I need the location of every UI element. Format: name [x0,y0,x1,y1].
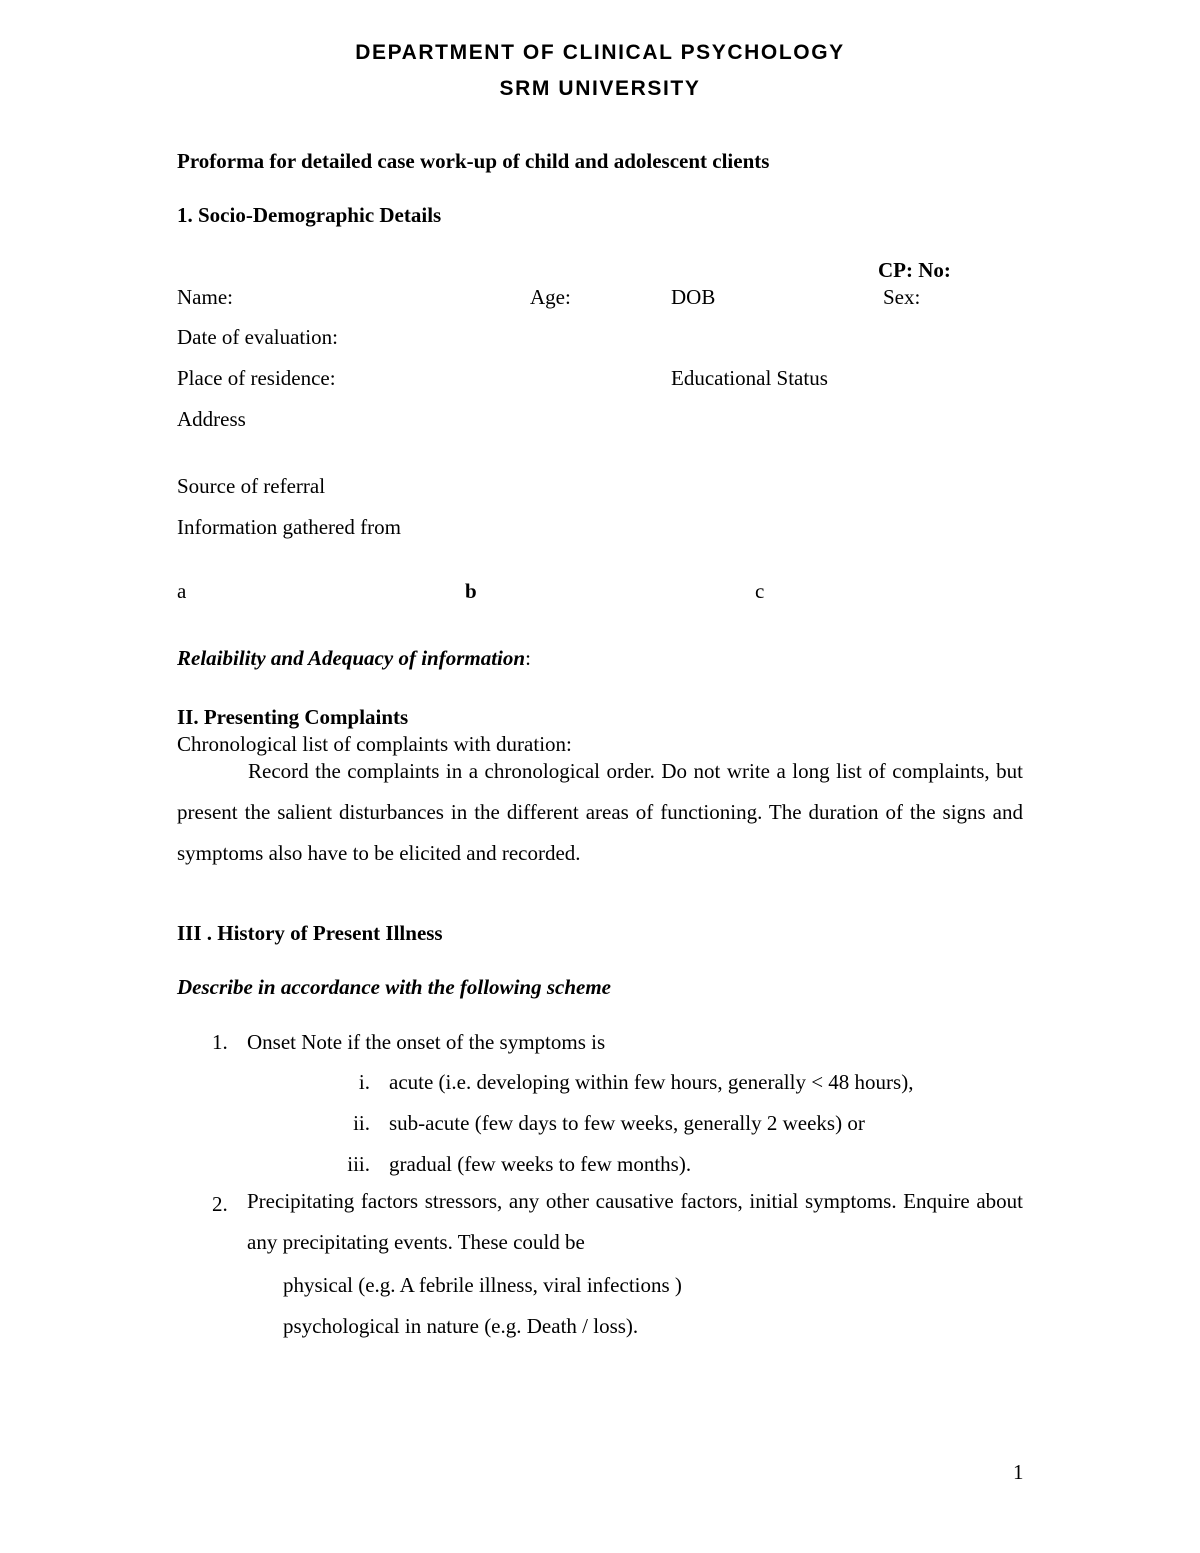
item2-number: 2. [212,1192,228,1216]
item1-text: Onset Note if the onset of the symptoms is [247,1030,606,1054]
section2-heading: II. Presenting Complaints [177,705,409,729]
informant-b-label: b [465,579,477,603]
sex-label: Sex: [883,285,921,309]
page-number: 1 [1013,1460,1024,1484]
subitem-text: sub-acute (few days to few weeks, generally 2 weeks) or [389,1111,865,1135]
dob-label: DOB [671,285,716,309]
subitem-numeral: ii. [353,1111,370,1135]
item2-psychological-line: psychological in nature (e.g. Death / loss). [283,1314,639,1338]
proforma-title: Proforma for detailed case work-up of child and adolescent clients [177,149,770,173]
item1-number: 1. [212,1030,228,1054]
informant-c-label: c [755,579,765,603]
informant-a-label: a [177,579,187,603]
subitem-text: gradual (few weeks to few months). [389,1152,692,1176]
section2-subheading: Chronological list of complaints with duration: [177,732,572,756]
department-title: DEPARTMENT OF CLINICAL PSYCHOLOGY [355,41,845,64]
name-label: Name: [177,285,233,309]
section3-heading: III . History of Present Illness [177,921,443,945]
cp-no-label: CP: No: [878,258,951,282]
reliability-colon: : [525,646,531,670]
place-of-residence-label: Place of residence: [177,366,336,390]
section2-paragraph: Record the complaints in a chronological order. Do not write a long list of complaints, but present the salient disturbances in the different areas of functioning. The duration of the signs and symptoms also have to be elicited and recorded. [177,759,1023,865]
item2-physical-line: physical (e.g. A febrile illness, viral infections ) [283,1273,682,1297]
date-of-evaluation-label: Date of evaluation: [177,325,338,349]
subitem-numeral: i. [358,1070,370,1094]
age-label: Age: [530,285,571,309]
address-label: Address [177,407,246,431]
source-of-referral-label: Source of referral [177,474,326,498]
section1-heading: 1. Socio-Demographic Details [177,203,442,227]
reliability-line [177,648,531,669]
subitem-text: acute (i.e. developing within few hours, generally < 48 hours), [389,1070,914,1094]
section3-subheading: Describe in accordance with the following scheme [177,975,611,999]
item2-text: Precipitating factors stressors, any other causative factors, initial symptoms. Enquire about any precipitating events. These could be [247,1189,1023,1254]
subitem-numeral: iii. [347,1152,370,1176]
information-gathered-label: Information gathered from [177,515,401,539]
university-title: SRM UNIVERSITY [499,77,701,100]
reliability-label: Relaibility and Adequacy of information [177,646,526,670]
educational-status-label: Educational Status [671,366,828,390]
